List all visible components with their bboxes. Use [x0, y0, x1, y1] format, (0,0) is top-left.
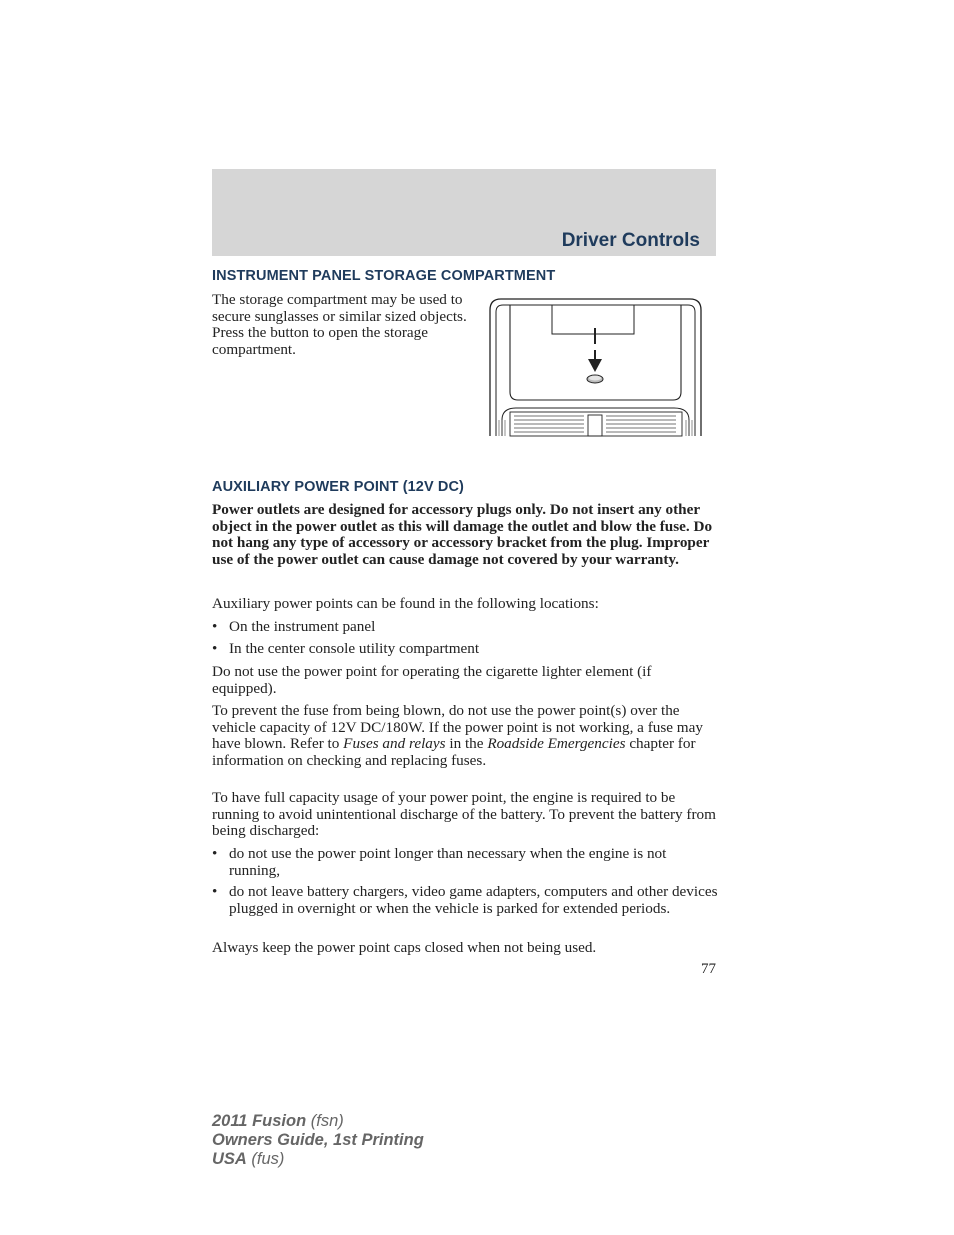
list-item: • In the center console utility compartment	[212, 640, 480, 657]
storage-compartment-heading: INSTRUMENT PANEL STORAGE COMPARTMENT	[212, 268, 556, 284]
chapter-title: Driver Controls	[561, 230, 700, 251]
chapter-header-band	[212, 169, 716, 256]
storage-compartment-text: The storage compartment may be used to secure sunglasses or similar sized objects. Press the button to open the storage compartment.	[212, 291, 467, 358]
list-item: • do not leave battery chargers, video game adapters, computers and other devices plugged in overnight or when the vehicle is parked for extended periods.	[212, 883, 718, 917]
page-number: 77	[701, 961, 716, 977]
closing-note: Always keep the power point caps closed when not being used.	[212, 939, 597, 956]
document-footer: 2011 Fusion (fsn) Owners Guide, 1st Printing USA (fus)	[212, 1112, 424, 1168]
lighter-note: Do not use the power point for operating the cigarette lighter element (if equipped).	[212, 663, 652, 697]
list-item: • do not use the power point longer than necessary when the engine is not running,	[212, 845, 667, 879]
locations-intro: Auxiliary power points can be found in the following locations:	[212, 595, 599, 612]
fuse-paragraph: To prevent the fuse from being blown, do not use the power point(s) over the vehicle capacity of 12V DC/180W. If the power point is not working, a fuse may have blown. Refer to Fuses and relays in the Roadside Emergencies chapter for information on checking and replacing fuses.	[212, 702, 703, 769]
capacity-note: To have full capacity usage of your power point, the engine is required to be running to avoid unintentional discharge of the battery. To prevent the battery from being discharged:	[212, 789, 716, 840]
power-point-heading: AUXILIARY POWER POINT (12V DC)	[212, 479, 464, 495]
roadside-emergencies-reference: Roadside Emergencies	[487, 735, 626, 753]
fuses-relays-reference: Fuses and relays	[343, 735, 446, 753]
power-outlet-warning: Power outlets are designed for accessory plugs only. Do not insert any other object in the power outlet as this will damage the outlet and blow the fuse. Do not hang any type of accessory or accessory bracket from the plug. Improper use of the power outlet can cause damage not covered by your warranty.	[212, 501, 713, 568]
list-item: • On the instrument panel	[212, 618, 376, 635]
storage-compartment-illustration	[484, 296, 706, 440]
